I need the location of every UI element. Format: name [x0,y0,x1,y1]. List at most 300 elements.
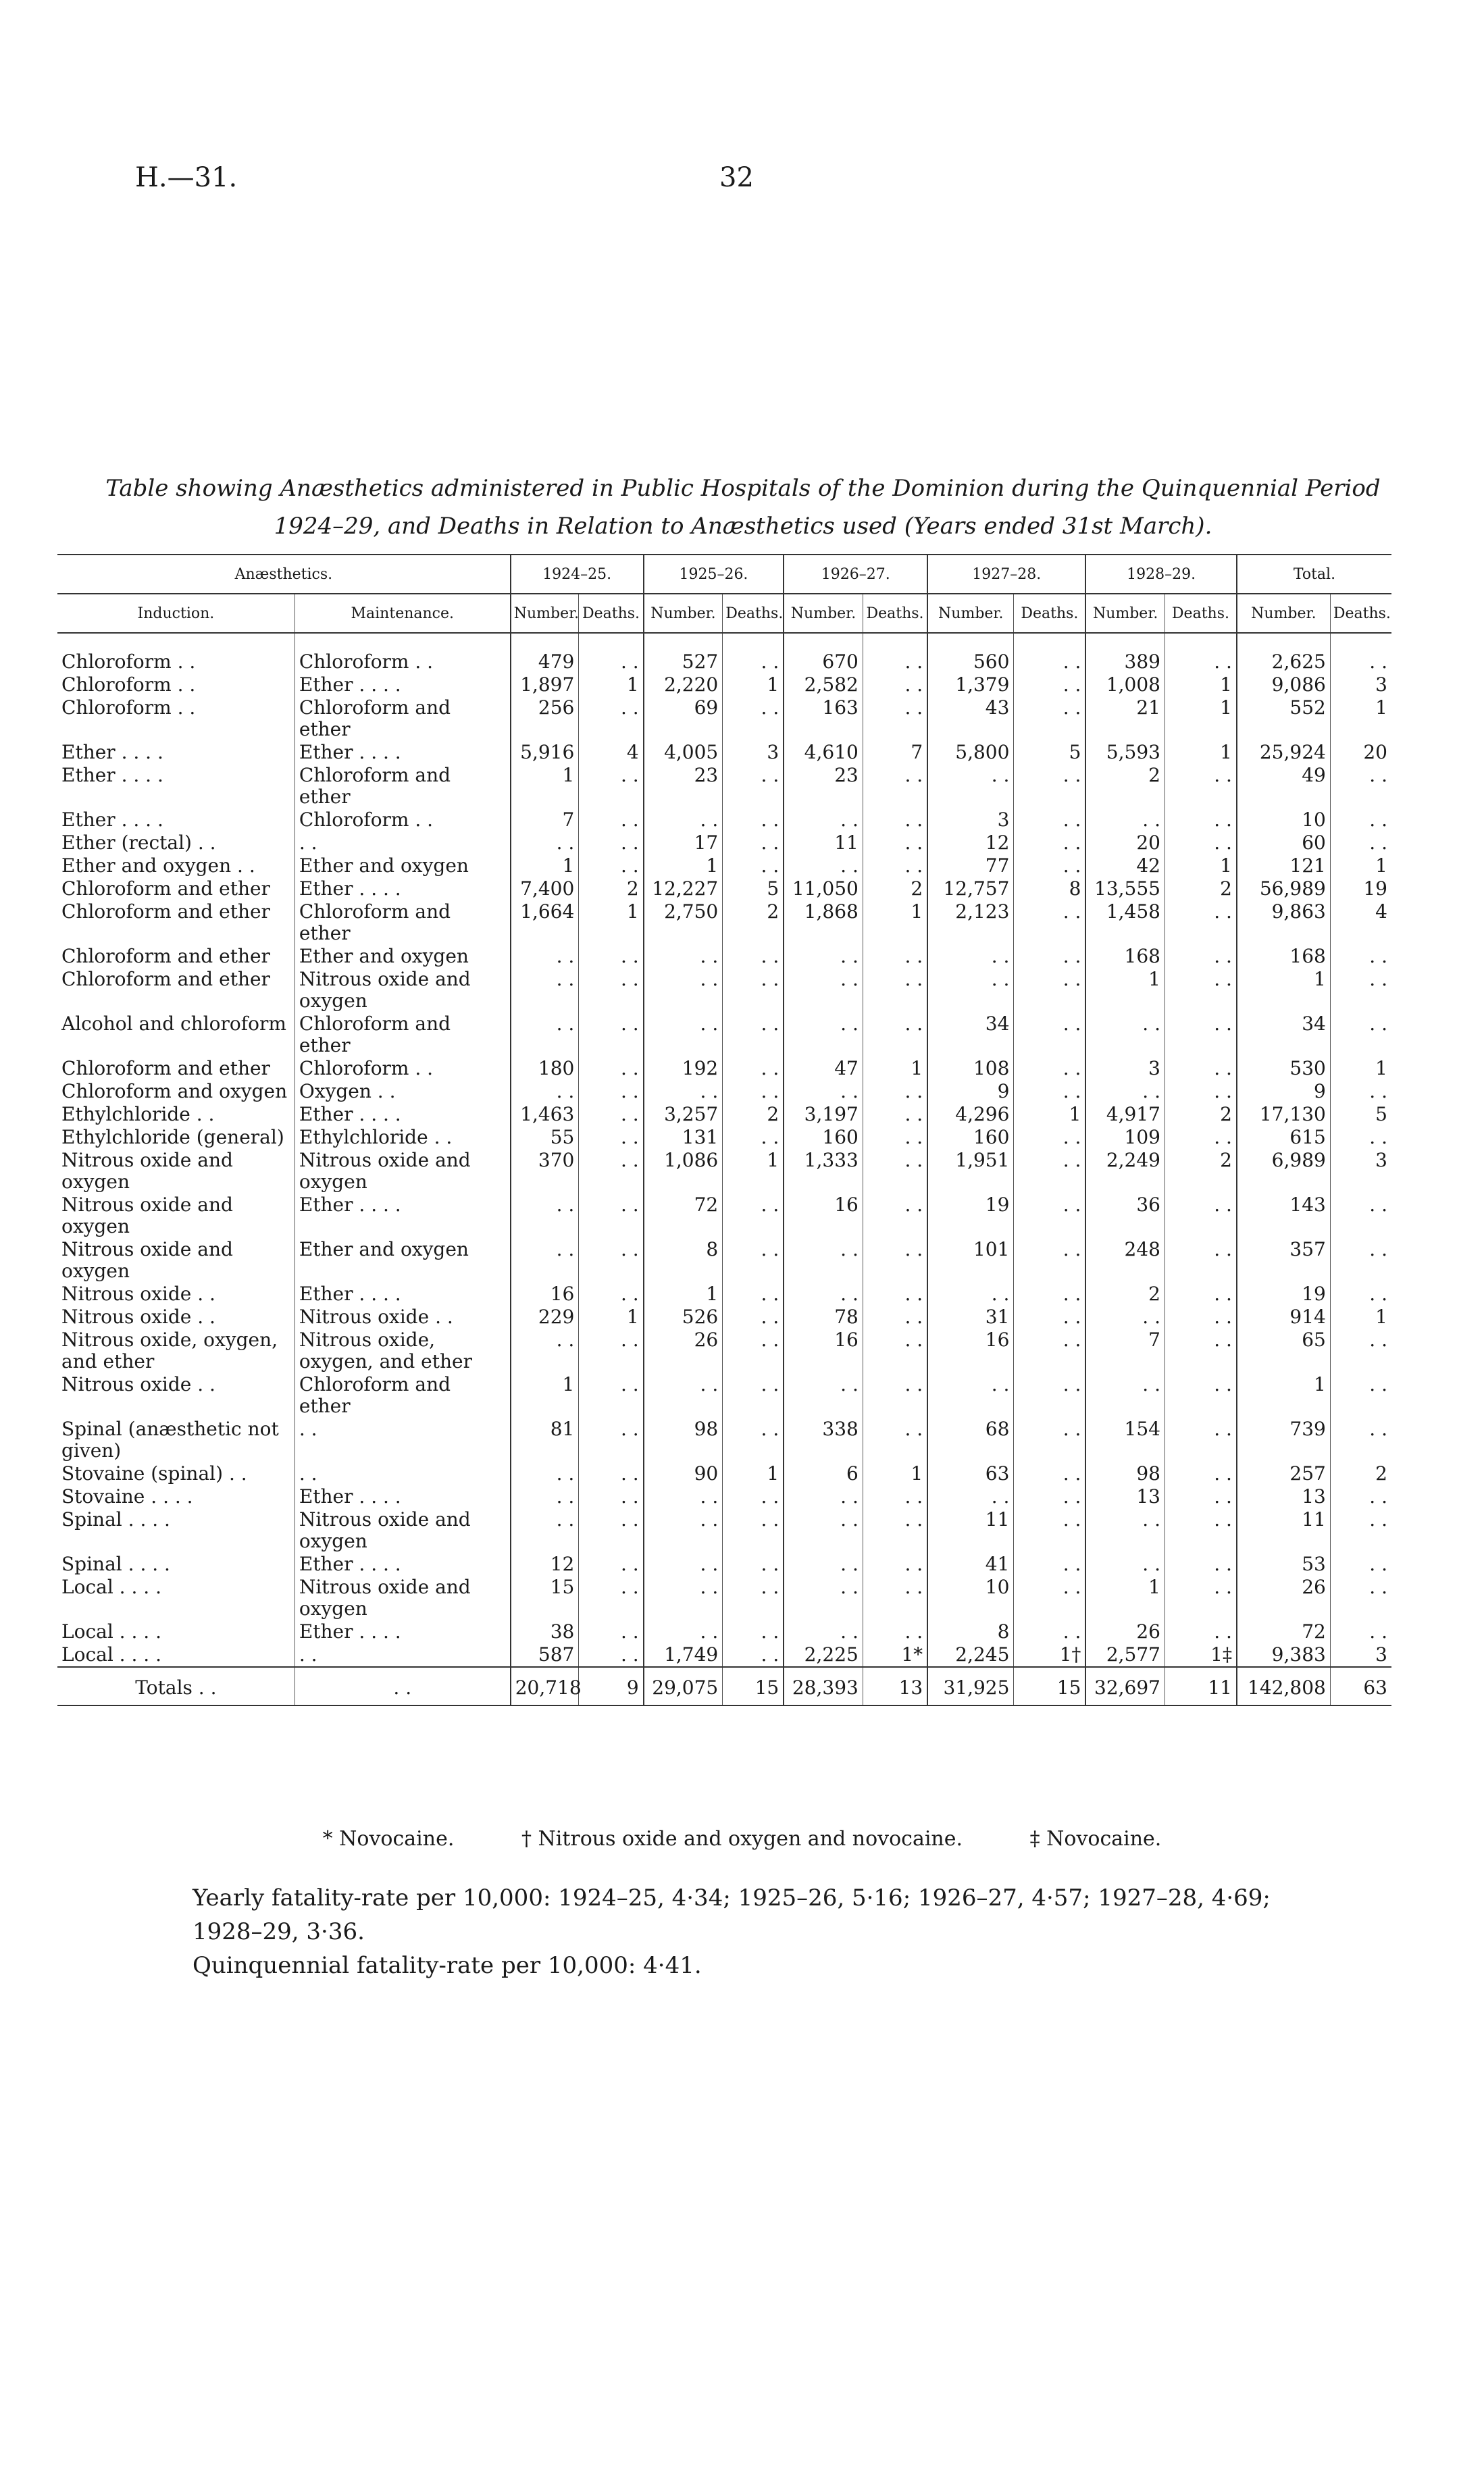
table-cell: . . [1165,764,1236,809]
table-cell: 15 [723,1667,784,1705]
table-row [57,1485,1391,1508]
table-cell: 68 [927,1418,1014,1462]
table-cell: . . [644,1508,723,1553]
table-cell: . . [784,1553,863,1576]
table-cell: 72 [1237,1620,1330,1643]
table-cell: . . [1165,1329,1236,1373]
column-header: Deaths. [579,594,644,633]
table-cell: 31 [927,1306,1014,1329]
table-cell: . . [784,1080,863,1103]
caption-line-1: Table showing Anæsthetics administered in Public Hospitals of the Dominion during the Quinquennial Period [105,475,1381,502]
induction-cell: Ether . . . . [61,809,163,831]
table-cell: 9 [579,1667,644,1705]
induction-cell: Chloroform and ether [61,877,270,900]
table-cell: . . [1330,764,1391,809]
table-cell: 13,555 [1085,877,1165,900]
column-header: Number. [1085,594,1165,633]
table-cell: . . [1014,633,1085,673]
table-cell: . . [863,1012,927,1057]
table-cell: 101 [927,1238,1014,1283]
table-cell: 1 [579,900,644,945]
table-row [57,1194,1391,1238]
table-cell: 9,086 [1237,673,1330,696]
maintenance-cell: Ether and oxygen [295,945,510,968]
table-cell: . . [1165,1080,1236,1103]
table-cell: . . [644,1553,723,1576]
table-row [57,1553,1391,1576]
table-cell: 1 [511,1373,579,1418]
table-cell: . . [784,1620,863,1643]
table-row [57,809,1391,831]
table-cell: 1 [1330,696,1391,741]
table-cell: 1,333 [784,1149,863,1194]
table-cell: 11 [1165,1667,1236,1705]
table-row [57,1080,1391,1103]
table-cell: 143 [1237,1194,1330,1238]
table-cell: . . [723,633,784,673]
table-cell: . . [784,1283,863,1306]
table-cell: 16 [927,1329,1014,1373]
table-cell: 2 [723,1103,784,1126]
table-cell: . . [579,945,644,968]
table-cell: . . [784,1576,863,1620]
table-cell: 63 [1330,1667,1391,1705]
table-cell: 1,008 [1085,673,1165,696]
anaesthetics-table [57,554,1391,1705]
totals-label: Totals . . [57,1667,295,1705]
table-cell: . . [1165,831,1236,854]
table-cell: 168 [1237,945,1330,968]
maintenance-cell: Chloroform and ether [295,1373,510,1418]
maintenance-cell: Chloroform . . [295,633,510,673]
table-cell: 10 [927,1576,1014,1620]
table-cell: . . [723,1080,784,1103]
fatality-rates [57,1881,1341,1982]
table-cell: . . [579,1508,644,1553]
table-row [57,1306,1391,1329]
table-row [57,1329,1391,1373]
table-cell: . . [863,1194,927,1238]
table-cell: 11 [1237,1508,1330,1553]
table-cell: . . [579,831,644,854]
table-cell: . . [723,1508,784,1553]
table-cell: 1,897 [511,673,579,696]
table-cell: . . [579,968,644,1012]
table-cell: 530 [1237,1057,1330,1080]
table-cell: . . [723,764,784,809]
table-bottom-rule [57,1705,1391,1709]
table-cell: 43 [927,696,1014,741]
table-cell: 3,257 [644,1103,723,1126]
table-cell: . . [723,1485,784,1508]
table-cell: . . [1330,1620,1391,1643]
table-cell: . . [863,1238,927,1283]
table-cell: . . [579,854,644,877]
maintenance-cell: Ether . . . . [295,741,510,764]
table-cell: . . [511,1508,579,1553]
table-row [57,1057,1391,1080]
table-cell: 12 [511,1553,579,1576]
table-cell: 63 [927,1462,1014,1485]
table-cell: . . [723,1576,784,1620]
table-cell: 3 [1330,1149,1391,1194]
footnotes [0,1827,1484,1851]
table-cell: 5,916 [511,741,579,764]
table-cell: 23 [784,764,863,809]
table-cell: 2,750 [644,900,723,945]
table-cell: 60 [1237,831,1330,854]
column-header: Number. [511,594,579,633]
totals-row [57,1667,1391,1705]
maintenance-cell: Oxygen . . [295,1080,510,1103]
table-cell: . . [644,809,723,831]
table-cell: . . [1014,1149,1085,1194]
table-cell: . . [579,1643,644,1667]
table-cell: 8 [1014,877,1085,900]
table-cell: . . [1014,1126,1085,1149]
table-cell: 587 [511,1643,579,1667]
maintenance-cell: Ether . . . . [295,1553,510,1576]
table-cell: 109 [1085,1126,1165,1149]
table-cell: 1,379 [927,673,1014,696]
maintenance-cell: Ether . . . . [295,1485,510,1508]
table-cell: . . [863,1126,927,1149]
table-cell: 5,593 [1085,741,1165,764]
table-body [57,633,1391,1667]
table-cell: 2 [863,877,927,900]
table-cell: 98 [1085,1462,1165,1485]
table-cell: . . [1014,1329,1085,1373]
table-row [57,945,1391,968]
table-cell: 2 [579,877,644,900]
table-cell: . . [1330,809,1391,831]
table-cell: . . [1330,1553,1391,1576]
table-cell: 42 [1085,854,1165,877]
table-cell: 1 [644,854,723,877]
table-cell: 4,917 [1085,1103,1165,1126]
induction-cell: Ether and oxygen . . [61,854,255,877]
table-cell: . . [927,764,1014,809]
table-cell: 1,749 [644,1643,723,1667]
table-cell: . . [295,1667,510,1705]
table-cell: . . [579,1149,644,1194]
table-cell: 17 [644,831,723,854]
table-cell: 615 [1237,1126,1330,1149]
table-cell: . . [723,1057,784,1080]
table-cell: 90 [644,1462,723,1485]
table-cell: 168 [1085,945,1165,968]
table-cell: 31,925 [927,1667,1014,1705]
table-cell: 1 [723,1462,784,1485]
table-cell: 8 [644,1238,723,1283]
table-cell: 479 [511,633,579,673]
table-cell: . . [723,1418,784,1462]
table-cell: . . [784,1485,863,1508]
table-cell: 1 [579,673,644,696]
table-cell: 7 [863,741,927,764]
table-cell: 1 [644,1283,723,1306]
table-cell: . . [784,1373,863,1418]
column-header: Deaths. [723,594,784,633]
table-cell: . . [927,945,1014,968]
induction-cell: Nitrous oxide . . [61,1306,215,1328]
table-cell: 5 [1330,1103,1391,1126]
table-cell: . . [1330,1283,1391,1306]
maintenance-cell: . . [295,831,510,854]
table-cell: 1,664 [511,900,579,945]
table-cell: 98 [644,1418,723,1462]
table-cell: 15 [1014,1667,1085,1705]
table-cell: 4,610 [784,741,863,764]
maintenance-cell: Ether . . . . [295,1283,510,1306]
table-cell: . . [644,945,723,968]
maintenance-cell: Chloroform . . [295,1057,510,1080]
table-cell: . . [863,696,927,741]
induction-cell: Chloroform and ether [61,968,270,990]
table-cell: . . [579,1329,644,1373]
table-cell: 229 [511,1306,579,1329]
table-cell: 20 [1085,831,1165,854]
table-row [57,1283,1391,1306]
table-cell: 2,625 [1237,633,1330,673]
table-cell: . . [863,673,927,696]
table-cell: 10 [1237,809,1330,831]
table-cell: . . [863,945,927,968]
table-cell: 72 [644,1194,723,1238]
table-cell: . . [1330,1373,1391,1418]
table-cell: . . [579,809,644,831]
table-cell: . . [863,633,927,673]
induction-cell: Nitrous oxide and oxygen [61,1194,233,1237]
table-cell: . . [1014,809,1085,831]
maintenance-cell: Ether . . . . [295,673,510,696]
table-cell: 8 [927,1620,1014,1643]
yearly-fatality-rate: Yearly fatality-rate per 10,000: 1924–25, 4·34; 1925–26, 5·16; 1926–27, 4·57; 1927–28, 4·69; 1928–29, 3·36. [193,1884,1271,1945]
table-cell: 3,197 [784,1103,863,1126]
table-cell: 1,868 [784,900,863,945]
table-cell: 1 [511,764,579,809]
table-cell: . . [723,1283,784,1306]
table-cell: . . [1014,1553,1085,1576]
table-cell: 2,582 [784,673,863,696]
table-cell: . . [1014,673,1085,696]
table-cell: . . [784,945,863,968]
table-cell: . . [644,1080,723,1103]
table-row [57,633,1391,673]
table-row [57,1508,1391,1553]
table-cell: . . [1165,633,1236,673]
group-header: 1928–29. [1085,555,1237,594]
maintenance-cell: Chloroform and ether [295,900,510,945]
table-cell: . . [1165,1373,1236,1418]
table-cell: 19 [1330,877,1391,900]
table-cell: . . [1330,945,1391,968]
table-cell: . . [579,1485,644,1508]
maintenance-cell: Nitrous oxide and oxygen [295,968,510,1012]
table-cell: 20 [1330,741,1391,764]
table-cell: . . [863,831,927,854]
table-cell: 2 [723,900,784,945]
table-cell: 11 [927,1508,1014,1553]
table-cell: . . [863,764,927,809]
table-row [57,1462,1391,1485]
column-header: Deaths. [1165,594,1236,633]
table-row [57,1418,1391,1462]
table-row [57,1576,1391,1620]
table-cell: . . [1330,1329,1391,1373]
table-cell: . . [863,1485,927,1508]
induction-cell: Nitrous oxide and oxygen [61,1238,233,1282]
table-cell: 55 [511,1126,579,1149]
table-cell: 13 [863,1667,927,1705]
table-cell: . . [1165,1126,1236,1149]
table-cell: . . [579,1126,644,1149]
table-cell: . . [723,945,784,968]
table-cell: 1 [1165,696,1236,741]
table-cell: . . [511,945,579,968]
table-cell: . . [579,1373,644,1418]
table-cell: . . [511,1238,579,1283]
table-cell: 2 [1085,764,1165,809]
maintenance-cell: Ether and oxygen [295,1238,510,1283]
table-cell: 1 [511,854,579,877]
induction-cell: Local . . . . [61,1620,161,1643]
page-number: 32 [719,162,754,193]
table-cell: . . [1165,1306,1236,1329]
table-cell: 9 [1237,1080,1330,1103]
table-cell: . . [1014,900,1085,945]
table-cell: 1 [1085,1576,1165,1620]
table-cell: 26 [1237,1576,1330,1620]
induction-cell: Chloroform and ether [61,1057,270,1079]
table-cell: 5 [723,877,784,900]
induction-cell: Nitrous oxide and oxygen [61,1149,233,1193]
table-cell: 38 [511,1620,579,1643]
table-cell: 12,227 [644,877,723,900]
table-cell: . . [1165,1485,1236,1508]
footnote: † Nitrous oxide and oxygen and novocaine. [521,1827,963,1851]
induction-cell: Spinal . . . . [61,1553,170,1575]
table-cell: . . [579,696,644,741]
table-cell: . . [723,1306,784,1329]
table-cell: . . [1330,1194,1391,1238]
table-cell: 1,458 [1085,900,1165,945]
table-cell: 739 [1237,1418,1330,1462]
table-cell: . . [511,831,579,854]
induction-cell: Ethylchloride . . [61,1103,215,1125]
table-cell: 1† [1014,1643,1085,1667]
maintenance-cell: . . [295,1462,510,1485]
table-cell: 560 [927,633,1014,673]
table-cell: 11 [784,831,863,854]
group-header: 1924–25. [511,555,644,594]
induction-cell: Chloroform and ether [61,900,270,923]
table-row [57,1620,1391,1643]
table-cell: 2 [1165,1149,1236,1194]
table-cell: . . [579,1462,644,1485]
table-cell: . . [1330,1126,1391,1149]
table-cell: 160 [784,1126,863,1149]
table-cell: . . [1014,854,1085,877]
table-cell: . . [1165,1057,1236,1080]
table-cell: . . [1165,1620,1236,1643]
table-cell: 1,086 [644,1149,723,1194]
table-cell: 3 [1330,673,1391,696]
induction-cell: Ether (rectal) . . [61,831,216,854]
table-cell: . . [579,1418,644,1462]
table-cell: 36 [1085,1194,1165,1238]
table-cell: 4 [1330,900,1391,945]
table-cell: 142,808 [1237,1667,1330,1705]
caption-line-2: 1924–29, and Deaths in Relation to Anæsthetics used (Years ended 31st March). [274,513,1212,540]
table-row [57,741,1391,764]
table-cell: 1 [1237,968,1330,1012]
column-header: Induction. [57,594,295,633]
quinquennial-fatality-rate: Quinquennial fatality-rate per 10,000: 4·41. [193,1952,702,1979]
group-header: 1926–27. [784,555,927,594]
table-cell: 1 [863,1057,927,1080]
table-cell: . . [1085,1306,1165,1329]
table-cell: . . [1330,1080,1391,1103]
table-row [57,1012,1391,1057]
column-header: Number. [927,594,1014,633]
table-cell: 15 [511,1576,579,1620]
table-cell: 28,393 [784,1667,863,1705]
table-cell: . . [1014,1508,1085,1553]
table-cell: 1 [1237,1373,1330,1418]
maintenance-cell: Chloroform . . [295,809,510,831]
table-cell: . . [784,1012,863,1057]
table-cell: . . [863,1553,927,1576]
table-row [57,968,1391,1012]
table-cell: . . [863,1149,927,1194]
table-cell: 1 [863,1462,927,1485]
table-cell: 56,989 [1237,877,1330,900]
maintenance-cell: . . [295,1418,510,1462]
table-cell: 9,863 [1237,900,1330,945]
table-cell: 4,005 [644,741,723,764]
maintenance-cell: . . [295,1643,510,1667]
table-cell: 357 [1237,1238,1330,1283]
table-cell: 13 [1085,1485,1165,1508]
table-cell: . . [723,1194,784,1238]
table-cell: . . [723,1329,784,1373]
induction-cell: Nitrous oxide . . [61,1283,215,1305]
table-cell: . . [1014,1485,1085,1508]
table-cell: . . [723,854,784,877]
table-cell: 4 [579,741,644,764]
table-cell: . . [784,809,863,831]
table-cell: 25,924 [1237,741,1330,764]
table-cell: . . [1330,1012,1391,1057]
footnote: * Novocaine. [322,1827,455,1851]
table-cell: . . [1330,831,1391,854]
induction-cell: Spinal (anæsthetic not given) [61,1418,279,1462]
table-cell: 5 [1014,741,1085,764]
maintenance-cell: Ether and oxygen [295,854,510,877]
table-cell: 4,296 [927,1103,1014,1126]
table-cell: . . [927,1373,1014,1418]
table-cell: . . [1165,968,1236,1012]
table-cell: 65 [1237,1329,1330,1373]
table-cell: 49 [1237,764,1330,809]
table-row [57,1126,1391,1149]
table-cell: . . [723,809,784,831]
table-cell: . . [511,1485,579,1508]
maintenance-cell: Nitrous oxide and oxygen [295,1149,510,1194]
table-cell: . . [1165,1553,1236,1576]
table-cell: 3 [927,809,1014,831]
